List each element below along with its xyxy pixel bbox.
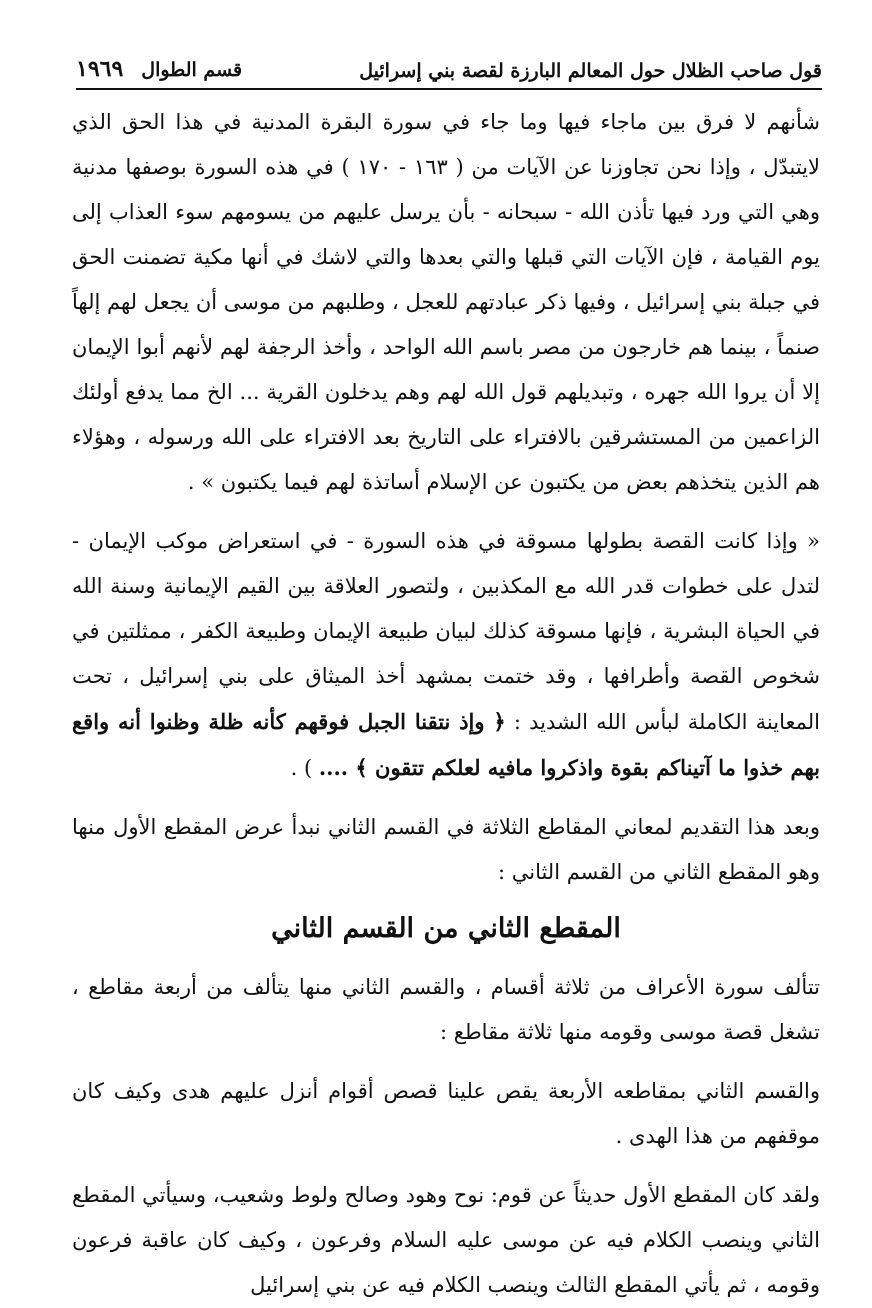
running-title: قول صاحب الظلال حول المعالم البارزة لقصة بني إسرائيل [359,60,822,82]
section-subtitle: المقطع الثاني من القسم الثاني [271,913,621,944]
quran-verse: ﴿ وإذ نتقنا الجبل فوقهم كأنه ظلة وظنوا أنه واقع بهم خذوا ما آتيناكم بقوة واذكروا مافيه لعلكم تتقون ﴾ .... [72,709,820,780]
paragraph-6: ولقد كان المقطع الأول حديثاً عن قوم: نوح وهود وصالح ولوط وشعيب، وسيأتي المقطع الثاني وينصب الكلام فيه عن موسى عليه السلام وفرعون ، وكيف كان عاقبة فرعون وقومه ، ثم يأتي المقطع الثالث وينصب الكلام فيه عن بني إسرائيل [72,1183,820,1297]
section-info [76,56,242,82]
paragraph-2-intro: « وإذا كانت القصة بطولها مسوقة في هذه السورة - في استعراض موكب الإيمان - لتدل على خطوات قدر الله مع المكذبين ، ولتصور العلاقة بين القيم الإيمانية وسنة الله في الحياة البشرية ، فإنها مسوقة كذلك لبيان طبيعة الإيمان وطبيعة الكفر ، ممثلتين في شخوص القصة وأطرافها ، وقد ختمت بمشهد أخذ الميثاق على بني إسرائيل ، تحت المعاينة الكاملة لبأس الله الشديد : [72,529,821,734]
paragraph-1: شأنهم لا فرق بين ماجاء فيها وما جاء في سورة البقرة المدنية في هذا الحق الذي لايتبدّل ، وإذا نحن تجاوزنا عن الآيات من ( ١٦٣ - ١٧٠ ) في هذه السورة بوصفها مدنية وهي التي ورد فيها تأذن الله - سبحانه - بأن يرسل عليهم من يسومهم سوء العذاب إلى يوم القيامة ، فإن الآيات التي قبلها والتي بعدها والتي لاشك في أنها مكية تضمنت الحق في جبلة بني إسرائيل ، وفيها ذكر عبادتهم للعجل ، وطلبهم من موسى أن يجعل لهم إلهاً صنماً ، بينما هم خارجون من مصر باسم الله الواحد ، وأخذ الرجفة لهم لأنهم أبوا الإيمان إلا أن يروا الله جهره ، وتبديلهم قول الله لهم وهم يدخلون القرية ... الخ مما يدفع أولئك الزاعمين من المستشرقين بالافتراء على التاريخ بعد الافتراء على الله ورسوله ، وهؤلاء هم الذين يتخذهم بعض من يكتبون عن الإسلام أساتذة لهم فيما يكتبون » . [72,110,820,494]
paragraph-2-end: ) . [290,756,319,780]
page-body [72,100,820,1308]
paragraph-5: والقسم الثاني بمقاطعه الأربعة يقص علينا قصص أقوام أنزل عليهم هدى وكيف كان موقفهم من هذا الهدى . [72,1079,820,1148]
paragraph-3: وبعد هذا التقديم لمعاني المقاطع الثلاثة في القسم الثاني نبدأ عرض المقطع الأول منها وهو المقطع الثاني من القسم الثاني : [72,815,820,884]
page-header [76,52,822,90]
section-name: قسم الطوال [141,59,243,81]
page-number: ١٩٦٩ [76,56,124,82]
paragraph-4: تتألف سورة الأعراف من ثلاثة أقسام ، والقسم الثاني منها يتألف من أربعة مقاطع ، تشغل قصة موسى وقومه منها ثلاثة مقاطع : [72,975,820,1044]
paragraph-2 [72,519,820,791]
